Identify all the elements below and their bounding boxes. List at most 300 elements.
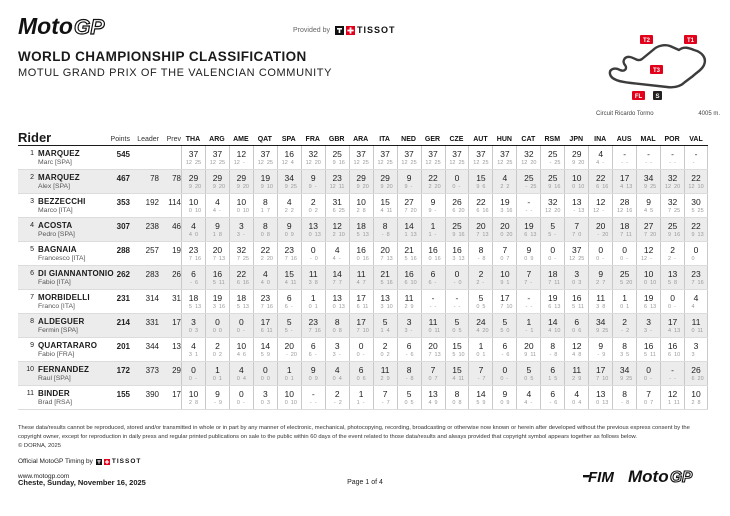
race-points: 1 (194, 351, 199, 358)
sprint-points: 9 (188, 183, 192, 190)
race-total: 0 (358, 340, 364, 351)
race-total: 12 (572, 340, 582, 351)
sprint-points: 3 (404, 327, 408, 334)
sprint-points: 2 (596, 279, 600, 286)
sprint-points: 9 (404, 183, 408, 190)
race-result-cell (540, 170, 564, 193)
rider-position: 7 (30, 294, 34, 301)
race-points: 10 (194, 207, 202, 214)
sprint-points: - (692, 159, 695, 166)
points-column-header: Points (110, 136, 130, 143)
race-result-cell (516, 290, 540, 313)
race-result-cell (349, 362, 373, 385)
sprint-points: 0 (188, 207, 192, 214)
sub-scores (208, 184, 227, 190)
race-points: 3 (194, 327, 199, 334)
sprint-points: 6 (667, 351, 672, 358)
sub-scores (304, 160, 323, 166)
race-points: 16 (386, 279, 393, 286)
sprint-points: 7 (380, 255, 384, 262)
sub-scores (687, 160, 706, 166)
race-total: 37 (572, 244, 582, 255)
sub-scores (663, 376, 682, 382)
race-result-cell (588, 170, 612, 193)
race-total: 34 (284, 172, 295, 183)
sprint-points: 0 (500, 375, 504, 382)
sub-scores (495, 256, 514, 262)
sub-scores (280, 184, 299, 190)
sprint-points: 1 (667, 399, 672, 406)
race-points: - (626, 159, 628, 166)
race-points: 8 (626, 399, 630, 406)
sprint-points: 6 (428, 279, 432, 286)
race-points: 11 (554, 279, 560, 286)
race-total: 10 (572, 172, 582, 183)
sub-scores (232, 280, 251, 286)
race-points: 10 (506, 303, 513, 310)
race-result-cell (445, 386, 469, 409)
race-col-header: CZE (449, 136, 464, 143)
race-result-cell (516, 146, 540, 169)
race-points: 7 (506, 255, 510, 262)
race-points: 25 (338, 207, 345, 214)
sprint-points: 1 (356, 399, 360, 406)
sprint-points: 12 (640, 255, 648, 262)
provided-by-block (293, 25, 395, 35)
sub-scores (543, 280, 562, 286)
sprint-points: 9 (452, 231, 456, 238)
race-result-cell (540, 362, 564, 385)
race-result-cell (229, 314, 253, 337)
sprint-points: 3 (644, 327, 648, 334)
race-result-cell (181, 194, 205, 217)
sub-scores (639, 352, 658, 358)
sprint-points: - (381, 231, 384, 238)
sub-scores (352, 160, 371, 166)
race-result-cell (612, 362, 636, 385)
sprint-points: 5 (620, 279, 624, 286)
race-result-cell (205, 386, 229, 409)
race-total: 6 (286, 292, 292, 303)
sprint-points: 7 (644, 231, 648, 238)
sub-scores (519, 256, 538, 262)
legal-text (18, 424, 712, 451)
sub-scores (376, 280, 395, 286)
turn-label-t2: T2 (642, 38, 651, 44)
finish-line-label: FL (634, 94, 643, 100)
race-result-cell (277, 314, 301, 337)
sub-scores (567, 184, 586, 190)
sprint-points: 12 (425, 159, 432, 166)
leader-gap: 331 (145, 318, 159, 327)
race-total: 29 (212, 172, 223, 183)
race-total: 16 (452, 244, 462, 255)
race-total: 0 (454, 268, 460, 279)
sprint-points: 12 (401, 159, 408, 166)
race-result-cell (229, 218, 253, 241)
sprint-points: 3 (188, 351, 192, 358)
race-result-cell (373, 242, 397, 265)
race-result-cell (588, 266, 612, 289)
sub-scores (687, 304, 706, 310)
race-result-cell (229, 194, 253, 217)
leader-gap: 390 (145, 390, 159, 399)
race-points: 13 (602, 399, 609, 406)
race-total: 27 (643, 220, 654, 231)
race-total: 8 (262, 220, 268, 231)
race-result-cell (301, 170, 325, 193)
sub-scores (639, 208, 658, 214)
rider-position: 10 (26, 366, 34, 373)
sprint-points: 9 (476, 183, 480, 190)
race-points: 0 (506, 327, 510, 334)
race-total: 0 (215, 316, 220, 327)
race-total: 18 (548, 268, 558, 279)
sub-scores (543, 304, 562, 310)
sub-scores (184, 208, 203, 214)
race-result-cell (349, 266, 373, 289)
race-total: 17 (500, 292, 510, 303)
sub-scores (376, 208, 395, 214)
race-points: 0 (266, 279, 270, 286)
race-points: 16 (242, 279, 249, 286)
race-result-cell (205, 194, 229, 217)
sprint-points: 0 (620, 303, 624, 310)
sprint-points: 0 (188, 375, 192, 382)
race-result-cell (349, 338, 373, 361)
race-result-cell (325, 218, 349, 241)
race-total: 6 (191, 268, 196, 279)
sprint-points: 1 (428, 231, 432, 238)
race-result-cell (229, 386, 253, 409)
race-result-cell (277, 362, 301, 385)
sprint-points: 12 (617, 207, 624, 214)
sprint-points: 12 (329, 183, 336, 190)
race-result-cell (397, 362, 421, 385)
sub-scores (352, 304, 371, 310)
website-link[interactable]: www.motogp.com (18, 473, 70, 480)
race-result-cell (516, 362, 540, 385)
rider-detail: Alex [SPA] (38, 183, 70, 190)
sub-scores (424, 232, 443, 238)
rider-cell (34, 170, 104, 193)
race-total: 0 (191, 364, 196, 375)
rider-position: 9 (30, 342, 34, 349)
table-body (18, 146, 708, 410)
sub-scores (184, 328, 203, 334)
sub-scores (663, 184, 682, 190)
sub-scores (376, 232, 395, 238)
race-result-cell (301, 290, 325, 313)
race-result-cell (229, 362, 253, 385)
race-total: 3 (191, 316, 196, 327)
sprint-points: 0 (404, 399, 408, 406)
leader-gap: 344 (145, 342, 159, 351)
sub-scores (687, 352, 706, 358)
sub-scores (256, 352, 275, 358)
race-total: 7 (502, 244, 508, 255)
race-points: 8 (266, 231, 270, 238)
sub-scores (304, 400, 323, 406)
race-points: - (530, 399, 533, 406)
sprint-points: 2 (572, 375, 576, 382)
race-points: 20 (506, 231, 513, 238)
race-total: - (431, 292, 435, 303)
race-points: 5 (458, 327, 462, 334)
sub-scores (232, 376, 251, 382)
race-total: 10 (188, 196, 199, 207)
race-total: 3 (262, 388, 268, 399)
sprint-points: 0 (691, 255, 695, 262)
rider-detail: Raul [SPA] (38, 375, 71, 382)
sprint-points: 12 (257, 159, 264, 166)
svg-text:GP: GP (670, 469, 693, 486)
rider-name: DI GIANNANTONIO (38, 269, 114, 278)
sprint-points: 7 (667, 207, 672, 214)
sub-scores (352, 328, 371, 334)
race-total: 12 (643, 244, 654, 255)
race-total: 34 (595, 316, 606, 327)
sprint-points: 7 (212, 255, 216, 262)
race-col-header: NED (401, 136, 416, 143)
sprint-points: 2 (500, 183, 504, 190)
race-total: 5 (286, 316, 292, 327)
race-result-cell (468, 266, 492, 289)
sprint-points: 1 (548, 375, 552, 382)
race-total: 2 (478, 268, 484, 279)
race-total: 8 (406, 364, 412, 375)
race-result-cell (397, 218, 421, 241)
sub-scores (567, 304, 586, 310)
race-total: 32 (667, 196, 678, 207)
race-result-cell (468, 386, 492, 409)
race-total: 10 (500, 268, 510, 279)
race-result-cell (492, 194, 516, 217)
sub-scores (663, 256, 682, 262)
sub-scores (376, 184, 395, 190)
sprint-points: 0 (284, 375, 288, 382)
sprint-points: 4 (548, 327, 552, 334)
sprint-points: 2 (356, 207, 360, 214)
race-points: 13 (578, 207, 585, 214)
sub-scores (447, 400, 466, 406)
page-title: WORLD CHAMPIONSHIP CLASSIFICATION (18, 49, 307, 64)
race-points: 20 (434, 183, 441, 190)
circuit-track-icon (596, 34, 720, 104)
sprint-points: 2 (380, 375, 384, 382)
leader-gap: 78 (150, 174, 159, 183)
race-total: 9 (215, 388, 220, 399)
race-points: 2 (290, 207, 294, 214)
race-total: 11 (404, 292, 414, 303)
race-points: 25 (674, 207, 681, 214)
race-result-cell (421, 314, 445, 337)
sub-scores (376, 328, 395, 334)
provided-by-label: Provided by (293, 26, 330, 34)
table-row (18, 362, 708, 386)
race-result-cell (468, 194, 492, 217)
sprint-points: 3 (500, 207, 504, 214)
race-result-cell (181, 362, 205, 385)
sprint-points: 0 (428, 327, 432, 334)
race-result-cell (540, 266, 564, 289)
sub-scores (615, 376, 634, 382)
race-result-cell (468, 290, 492, 313)
rider-name: MORBIDELLI (38, 293, 90, 302)
sprint-points: 12 (569, 255, 576, 262)
race-total: 8 (478, 244, 484, 255)
leader-gap: 238 (145, 222, 159, 231)
race-total: 20 (595, 220, 606, 231)
race-total: 37 (356, 148, 366, 159)
sprint-points: 7 (284, 255, 288, 262)
race-points: 13 (386, 255, 393, 262)
race-points: - (434, 303, 437, 310)
sub-scores (304, 256, 323, 262)
race-points: 20 (554, 207, 561, 214)
race-result-cell (636, 362, 660, 385)
race-result-cell (181, 290, 205, 313)
race-col-header: POR (664, 136, 680, 143)
sub-scores (615, 352, 634, 358)
race-total: 1 (286, 364, 292, 375)
sprint-points: - (597, 231, 600, 238)
sub-scores (543, 160, 562, 166)
race-total: 16 (667, 340, 678, 351)
race-result-cell (660, 146, 684, 169)
sub-scores (256, 328, 275, 334)
race-result-cell (421, 290, 445, 313)
race-result-cell (492, 146, 516, 169)
sprint-points: 9 (236, 183, 240, 190)
race-points: 20 (362, 183, 369, 190)
sprint-points: 0 (284, 399, 288, 406)
sprint-points: 0 (356, 375, 360, 382)
race-result-cell (516, 314, 540, 337)
sprint-points: 9 (332, 159, 336, 166)
race-result-cell (564, 314, 588, 337)
sprint-points: 9 (284, 183, 288, 190)
race-result-cell (349, 242, 373, 265)
sprint-points: 0 (500, 255, 504, 262)
race-total: 9 (406, 172, 412, 183)
race-result-cell (373, 314, 397, 337)
sub-scores (400, 400, 419, 406)
race-result-cell (516, 242, 540, 265)
race-points: 7 (650, 399, 654, 406)
sprint-points: 12 (185, 159, 192, 166)
race-total: 16 (284, 148, 295, 159)
sub-scores (687, 280, 706, 286)
sprint-points: 12 (688, 183, 695, 190)
table-row (18, 146, 708, 170)
race-total: 24 (476, 316, 486, 327)
race-total: 13 (667, 268, 678, 279)
race-total: 0 (693, 244, 699, 255)
sub-scores (424, 256, 443, 262)
sprint-points: 6 (404, 279, 408, 286)
sprint-points: 5 (380, 279, 384, 286)
race-result-cell (349, 146, 373, 169)
sub-scores (232, 400, 251, 406)
sprint-points: 6 (308, 351, 312, 358)
sub-scores (376, 376, 395, 382)
race-result-cell (205, 314, 229, 337)
leader-gap: 373 (145, 366, 159, 375)
sprint-points: - (525, 327, 528, 334)
race-result-cell (277, 266, 301, 289)
race-points: 13 (410, 231, 417, 238)
sprint-points: 0 (500, 231, 504, 238)
sprint-points: 0 (308, 375, 312, 382)
sub-scores (543, 256, 562, 262)
race-col-header: ARG (209, 136, 225, 143)
race-total: 0 (622, 244, 628, 255)
race-result-cell (516, 266, 540, 289)
sub-scores (208, 256, 227, 262)
race-result-cell (397, 386, 421, 409)
sprint-points: 7 (404, 207, 408, 214)
sub-scores (567, 160, 586, 166)
sub-scores (687, 328, 706, 334)
race-result-cell (660, 338, 684, 361)
sprint-points: 0 (691, 327, 695, 334)
sub-scores (447, 256, 466, 262)
sub-scores (352, 352, 371, 358)
sprint-points: 3 (620, 351, 624, 358)
sprint-points: - (501, 351, 504, 358)
race-points: - (482, 279, 485, 286)
race-total: 5 (502, 316, 508, 327)
race-points: - (314, 351, 317, 358)
sprint-points: 2 (284, 207, 288, 214)
race-result-cell (373, 146, 397, 169)
race-points: 10 (386, 303, 393, 310)
sprint-points: 0 (428, 375, 432, 382)
race-result-cell (492, 266, 516, 289)
sub-scores (567, 328, 586, 334)
race-total: 1 (358, 388, 364, 399)
race-result-cell (564, 170, 588, 193)
sub-scores (328, 400, 347, 406)
sprint-points: - (549, 399, 552, 406)
race-result-cell (373, 362, 397, 385)
race-points: 11 (266, 327, 273, 334)
sub-scores (184, 400, 203, 406)
race-points: 6 (410, 351, 414, 358)
svg-text:Moto: Moto (628, 467, 669, 486)
race-total: 0 (262, 364, 268, 375)
race-total: 28 (619, 196, 630, 207)
race-total: 12 (667, 388, 678, 399)
race-total: 4 (334, 364, 340, 375)
sprint-points: - (621, 327, 624, 334)
race-result-cell (492, 362, 516, 385)
sprint-points: 0 (596, 255, 600, 262)
rider-cell (34, 290, 104, 313)
sprint-points: 7 (260, 303, 264, 310)
race-total: 22 (476, 196, 486, 207)
race-result-cell (397, 314, 421, 337)
race-total: 16 (212, 268, 223, 279)
sub-scores (328, 328, 347, 334)
sprint-points: 0 (188, 327, 192, 334)
sub-scores (687, 256, 706, 262)
sub-scores (639, 304, 658, 310)
race-total: 3 (239, 220, 244, 231)
sprint-points: 5 (452, 351, 456, 358)
rider-cell (34, 314, 104, 337)
